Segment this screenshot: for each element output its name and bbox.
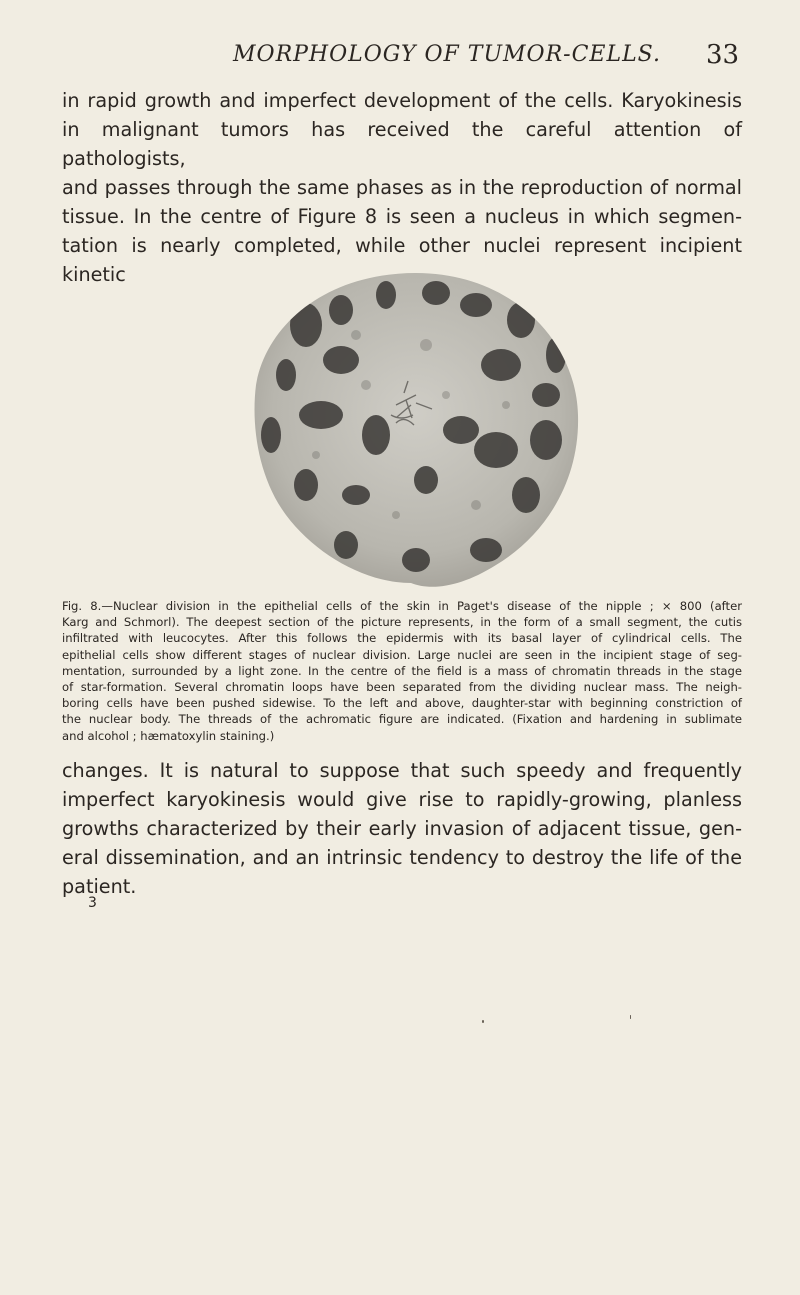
- caption-line: boring cells have been pushed sidewise. To the left and above, daughter-star with beginning constriction of: [62, 696, 742, 711]
- paragraph-bottom: [62, 756, 742, 901]
- caption-line: and alcohol ; hæmatoxylin staining.): [62, 728, 275, 743]
- micrograph-image: [246, 265, 586, 595]
- paper-speck: [630, 1015, 631, 1019]
- text-line: in malignant tumors has received the careful attention of pathologists,: [62, 118, 742, 170]
- text-line: tation is nearly completed, while other nuclei represent incipient kinetic: [62, 234, 742, 286]
- caption-line: of star-formation. Several chromatin loops have been separated from the dividing nuclear mass. The neigh-: [62, 680, 742, 695]
- text-line: in rapid growth and imperfect development of the cells. Karyokinesis: [62, 89, 742, 112]
- text-line: patient.: [62, 875, 137, 898]
- text-line: and passes through the same phases as in the reproduction of normal: [62, 176, 742, 199]
- caption-line: Fig. 8.—Nuclear division in the epithelial cells of the skin in Paget's disease of the nipple ; × 800 (after: [62, 599, 742, 613]
- paper-speck: [482, 1020, 484, 1023]
- caption-line: the nuclear body. The threads of the achromatic figure are indicated. (Fixation and hardening in sublimate: [62, 712, 742, 727]
- signature-mark: 3: [88, 895, 97, 911]
- text-line: changes. It is natural to suppose that such speedy and frequently: [62, 759, 742, 782]
- text-line: imperfect karyokinesis would give rise to rapidly-growing, planless: [62, 788, 742, 811]
- text-line: eral dissemination, and an intrinsic tendency to destroy the life of the: [62, 846, 742, 869]
- paragraph-top: [62, 86, 742, 289]
- text-line: growths characterized by their early invasion of adjacent tissue, gen-: [62, 817, 742, 840]
- page-header: [0, 40, 800, 80]
- page-number: 33: [706, 40, 740, 70]
- micrograph-figure: [246, 265, 586, 595]
- caption-line: epithelial cells show different stages of nuclear division. Large nuclei are seen in the incipient stage of seg-: [62, 647, 742, 662]
- figure-caption: [62, 598, 742, 744]
- caption-line: Karg and Schmorl). The deepest section of the picture represents, in the form of a small segment, the cutis: [62, 615, 742, 630]
- running-title: MORPHOLOGY OF TUMOR-CELLS.: [233, 42, 661, 67]
- caption-line: mentation, surrounded by a light zone. In the centre of the field is a mass of chromatin threads in the stage: [62, 663, 742, 678]
- caption-line: infiltrated with leucocytes. After this follows the epidermis with its basal layer of cylindrical cells. The: [62, 631, 742, 646]
- text-line: tissue. In the centre of Figure 8 is seen a nucleus in which segmen-: [62, 205, 742, 228]
